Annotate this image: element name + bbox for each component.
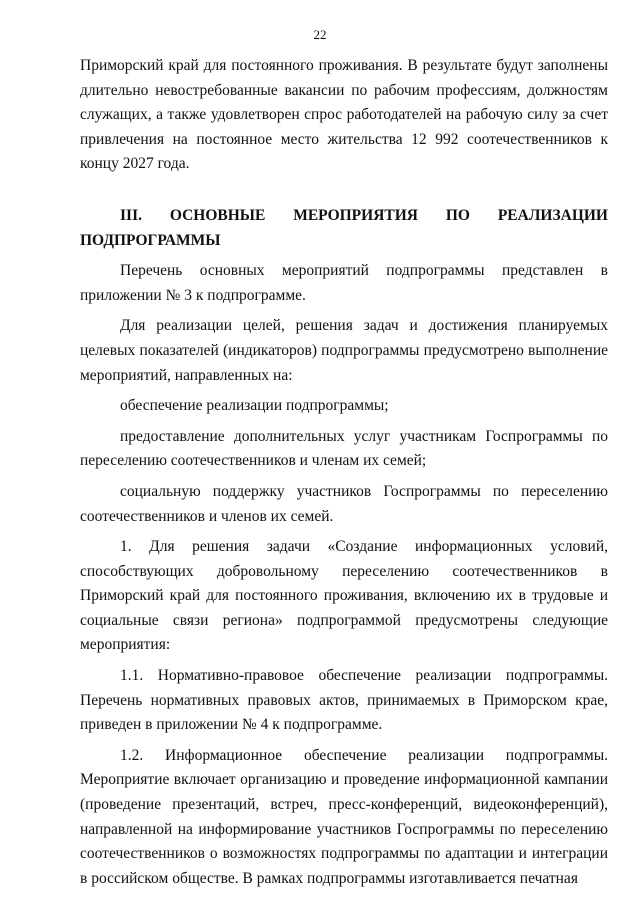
list-item-additional-services: предоставление дополнительных услуг участникам Госпрограммы по переселению соотечественников и членам их семей; <box>80 427 608 470</box>
paragraph-goals: Для реализации целей, решения задач и достижения планируемых целевых показателей (индикаторов) подпрограммы предусмотрено выполнение мероприятий, направленных на: <box>80 317 608 384</box>
page-number: 22 <box>313 27 327 42</box>
list-item-social-support: социальную поддержку участников Госпрограммы по переселению соотечественников и членов их семей. <box>80 482 608 525</box>
paragraph-measure-1-2: 1.2. Информационное обеспечение реализации подпрограммы. Мероприятие включает организацию и проведение информационной кампании (проведение презентаций, встреч, пресс-конференций, видеоконференций), направленной на информирование участников Госпрограммы по переселению соотечественников о возможностях подпрограммы по адаптации и интеграции в российском обществе. В рамках подпрограммы изготавливается печатная <box>80 746 608 887</box>
document-body <box>80 54 608 891</box>
paragraph-continuation: Приморский край для постоянного проживания. В результате будут заполнены длительно невостребованные вакансии по рабочим профессиям, должностям служащих, а также удовлетворен спрос работодателей на рабочую силу за счет привлечения на постоянное место жительства 12 992 соотечественников к концу 2027 года. <box>80 57 608 173</box>
paragraph-measure-1-1: 1.1. Нормативно-правовое обеспечение реализации подпрограммы. Перечень нормативных правовых актов, принимаемых в Приморском крае, приведен в приложении № 4 к подпрограмме. <box>80 667 608 734</box>
list-item-implementation: обеспечение реализации подпрограммы; <box>120 397 389 415</box>
paragraph-list-reference: Перечень основных мероприятий подпрограммы представлен в приложении № 3 к подпрограмме. <box>80 262 608 304</box>
paragraph-task-1: 1. Для решения задачи «Создание информационных условий, способствующих добровольному переселению соотечественников в Приморский край для постоянного проживания, включению их в трудовые и социальные связи региона» подпрограммой предусмотрены следующие мероприятия: <box>80 538 608 654</box>
section-heading: III. ОСНОВНЫЕ МЕРОПРИЯТИЯ ПО РЕАЛИЗАЦИИ ПОДПРОГРАММЫ <box>80 206 608 249</box>
